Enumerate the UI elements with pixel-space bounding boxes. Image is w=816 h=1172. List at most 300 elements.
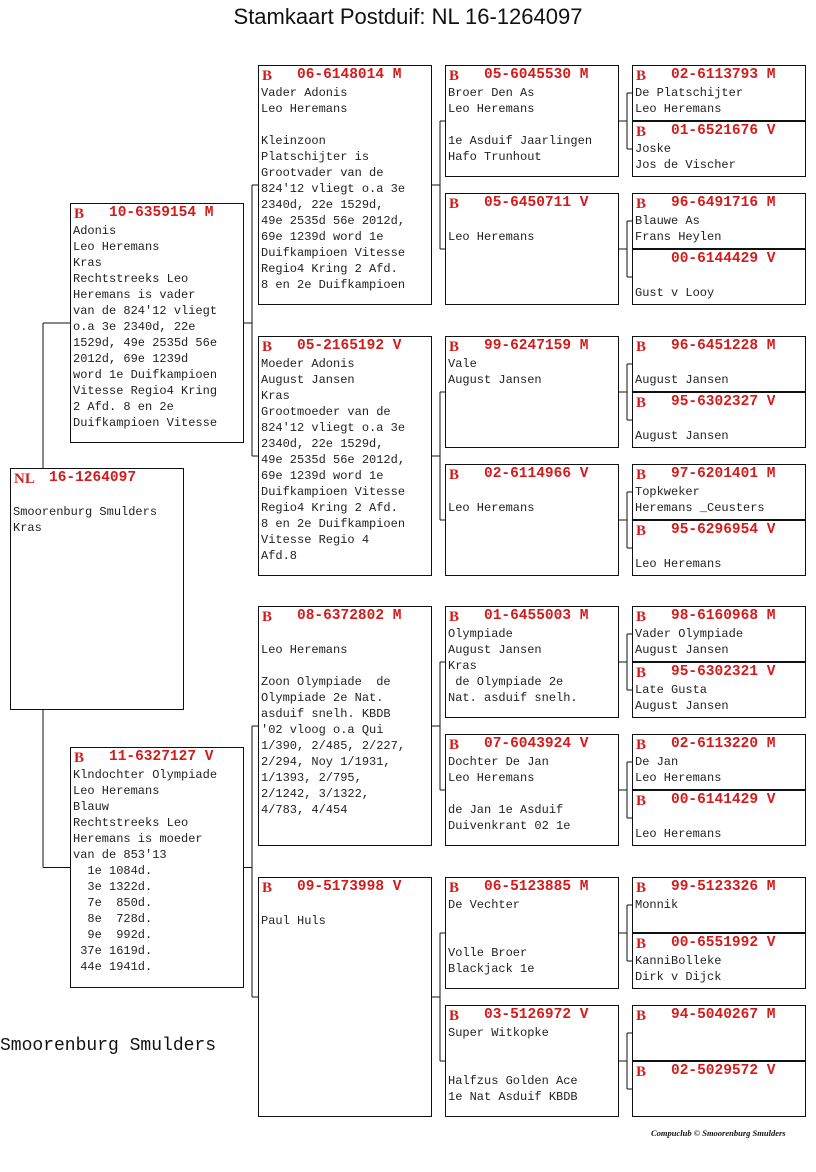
pigeon-info-line: Duifkampioen Vitesse bbox=[261, 485, 406, 499]
ring-value: 05-6450711 bbox=[484, 195, 572, 211]
pigeon-info-line: 824'12 vliegt o.a 3e bbox=[261, 182, 406, 196]
ring-value: 05-2165192 bbox=[297, 338, 385, 354]
pigeon-info-line: 2/1242, 3/1322, bbox=[261, 787, 370, 801]
sex-marker: V bbox=[571, 466, 589, 482]
country-code: B bbox=[449, 1008, 460, 1024]
sex-marker: V bbox=[571, 1007, 589, 1023]
sex-marker: M bbox=[571, 879, 589, 895]
pigeon-info-line: Gust v Looy bbox=[635, 286, 715, 300]
pigeon-card-great-great-grandparent[interactable] bbox=[632, 336, 806, 392]
sex-marker: M bbox=[758, 67, 776, 83]
ring-value: 94-5040267 bbox=[671, 1007, 759, 1023]
pigeon-info-line bbox=[261, 626, 429, 642]
pigeon-info-line: Jos de Vischer bbox=[635, 158, 736, 172]
ring-value: 02-6114966 bbox=[484, 466, 572, 482]
sex-marker: M bbox=[758, 338, 776, 354]
pigeon-info-line: 44e 1941d. bbox=[73, 960, 153, 974]
country-code: B bbox=[74, 206, 85, 222]
ring-header bbox=[635, 607, 803, 626]
pigeon-card-sire[interactable] bbox=[70, 203, 244, 443]
sex-marker: M bbox=[384, 608, 402, 624]
pigeon-info-line: 8 en 2e Duifkampioen bbox=[261, 517, 406, 531]
ring-value: 96-6451228 bbox=[671, 338, 759, 354]
pigeon-info-line: 49e 2535d 56e 2012d, bbox=[261, 453, 406, 467]
country-code: B bbox=[636, 395, 647, 411]
pigeon-info-line: Hafo Trunhout bbox=[448, 150, 542, 164]
pigeon-info-line: August Jansen bbox=[261, 373, 355, 387]
pigeon-info-line bbox=[448, 913, 616, 929]
ring-header bbox=[635, 735, 803, 754]
pigeon-info-line: Halfzus Golden Ace bbox=[448, 1074, 578, 1088]
pigeon-info-line bbox=[448, 117, 616, 133]
pigeon-info-line: Heremans is vader bbox=[73, 288, 196, 302]
page-title: Stamkaart Postduif: NL 16-1264097 bbox=[233, 4, 583, 29]
country-code: B bbox=[636, 1008, 647, 1024]
pigeon-info-line bbox=[261, 117, 429, 133]
sex-marker: M bbox=[571, 608, 589, 624]
ring-number bbox=[297, 337, 401, 356]
ring-number bbox=[484, 607, 588, 626]
ring-value: 10-6359154 bbox=[109, 205, 197, 221]
pigeon-info-line bbox=[448, 1041, 616, 1057]
pigeon-card-great-grandparent[interactable] bbox=[445, 606, 619, 718]
sex-marker: V bbox=[384, 879, 402, 895]
pigeon-card-dam[interactable] bbox=[70, 747, 244, 988]
pigeon-info-line bbox=[261, 897, 429, 913]
pigeon-info-line: Platschijter is bbox=[261, 150, 370, 164]
pigeon-info-line bbox=[635, 356, 803, 372]
country-code: B bbox=[262, 609, 273, 625]
sex-marker: V bbox=[758, 664, 776, 680]
ring-value: 09-5173998 bbox=[297, 879, 385, 895]
ring-value: 95-6296954 bbox=[671, 522, 759, 538]
ring-header bbox=[635, 791, 803, 810]
pigeon-card-grandparent[interactable] bbox=[258, 65, 432, 305]
pigeon-card-great-great-grandparent[interactable] bbox=[632, 65, 806, 121]
ring-header bbox=[448, 735, 616, 754]
pigeon-info-line: Monnik bbox=[635, 898, 679, 912]
pigeon-info-line: August Jansen bbox=[635, 373, 729, 387]
pigeon-info-line: 1e Asduif Jaarlingen bbox=[448, 134, 593, 148]
country-code: B bbox=[262, 68, 273, 84]
pigeon-info-line: Volle Broer bbox=[448, 946, 528, 960]
pigeon-info-line: 49e 2535d 56e 2012d, bbox=[261, 214, 406, 228]
sex-marker: M bbox=[758, 879, 776, 895]
ring-value: 99-5123326 bbox=[671, 879, 759, 895]
ring-header bbox=[448, 1006, 616, 1025]
ring-header bbox=[261, 66, 429, 85]
pigeon-info-line bbox=[13, 488, 181, 504]
country-code: B bbox=[636, 196, 647, 212]
pigeon-card-grandparent[interactable] bbox=[258, 336, 432, 576]
ring-value: 11-6327127 bbox=[109, 749, 197, 765]
country-code: B bbox=[636, 1064, 647, 1080]
sex-marker: V bbox=[758, 792, 776, 808]
pigeon-info-line: Grootmoeder van de bbox=[261, 405, 391, 419]
pigeon-card-great-great-grandparent[interactable] bbox=[632, 1061, 806, 1117]
ring-value: 96-6491716 bbox=[671, 195, 759, 211]
ring-header bbox=[635, 1006, 803, 1025]
pigeon-card-great-grandparent[interactable] bbox=[445, 464, 619, 576]
footer-credit: Compuclub © Smoorenburg Smulders bbox=[651, 1128, 786, 1138]
pigeon-info-line: Topkweker bbox=[635, 485, 700, 499]
country-code: B bbox=[636, 737, 647, 753]
pigeon-info-line: Joske bbox=[635, 142, 672, 156]
ring-value: 01-6521676 bbox=[671, 123, 759, 139]
pigeon-info-line: Dirk v Dijck bbox=[635, 970, 722, 984]
ring-header bbox=[635, 66, 803, 85]
pigeon-info-line: van de 824'12 vliegt bbox=[73, 304, 218, 318]
ring-value: 01-6455003 bbox=[484, 608, 572, 624]
pigeon-info-line: Kras bbox=[13, 521, 42, 535]
sex-marker: V bbox=[571, 736, 589, 752]
pigeon-card-great-great-grandparent[interactable] bbox=[632, 933, 806, 989]
ring-value: 97-6201401 bbox=[671, 466, 759, 482]
ring-value: 06-6148014 bbox=[297, 67, 385, 83]
ring-header bbox=[73, 204, 241, 223]
sex-marker: M bbox=[758, 195, 776, 211]
pigeon-info-line: asduif snelh. KBDB bbox=[261, 707, 391, 721]
ring-header bbox=[635, 194, 803, 213]
pigeon-card-great-grandparent[interactable] bbox=[445, 193, 619, 305]
sex-marker: M bbox=[758, 1007, 776, 1023]
pigeon-info-line: Leo Heremans bbox=[73, 784, 160, 798]
ring-header bbox=[635, 393, 803, 412]
pigeon-info-line: Leo Heremans bbox=[635, 771, 722, 785]
pigeon-info-line bbox=[261, 658, 429, 674]
pigeon-info-line: Afd.8 bbox=[261, 549, 298, 563]
pigeon-info-line: 9e 992d. bbox=[73, 928, 153, 942]
pigeon-card-great-great-grandparent[interactable] bbox=[632, 1005, 806, 1061]
ring-value: 95-6302321 bbox=[671, 664, 759, 680]
pigeon-info-line: Olympiade 2e Nat. bbox=[261, 691, 384, 705]
pigeon-info-line: 1529d, 49e 2535d 56e bbox=[73, 336, 218, 350]
pigeon-card-great-great-grandparent[interactable] bbox=[632, 606, 806, 662]
pigeon-info-line: Heremans _Ceusters bbox=[635, 501, 765, 515]
ring-header bbox=[448, 465, 616, 484]
pigeon-info-line: 1e Nat Asduif KBDB bbox=[448, 1090, 578, 1104]
sex-marker: M bbox=[758, 466, 776, 482]
pigeon-info-line bbox=[635, 540, 803, 556]
pigeon-info-line: Leo Heremans bbox=[448, 230, 535, 244]
ring-value: 00-6141429 bbox=[671, 792, 759, 808]
pigeon-info-line: Leo Heremans bbox=[261, 643, 348, 657]
pigeon-info-line bbox=[448, 1057, 616, 1073]
pigeon-info-line: 69e 1239d word 1e bbox=[261, 469, 384, 483]
pigeon-card-great-great-grandparent[interactable] bbox=[632, 877, 806, 933]
country-code: B bbox=[636, 936, 647, 952]
pigeon-info-line: Leo Heremans bbox=[73, 240, 160, 254]
country-code: B bbox=[262, 880, 273, 896]
sex-marker: M bbox=[571, 67, 589, 83]
pigeon-info-line: 1/390, 2/485, 2/227, bbox=[261, 739, 406, 753]
pigeon-info-line: Kras bbox=[261, 389, 290, 403]
pigeon-info-line: Duivenkrant 02 1e bbox=[448, 819, 571, 833]
pigeon-info-line: Regio4 Kring 2 Afd. bbox=[261, 262, 398, 276]
ring-value: 00-6551992 bbox=[671, 935, 759, 951]
pigeon-info-line: 824'12 vliegt o.a 3e bbox=[261, 421, 406, 435]
pigeon-info-line: Leo Heremans bbox=[261, 102, 348, 116]
pigeon-info-line: Grootvader van de bbox=[261, 166, 384, 180]
ring-number bbox=[484, 735, 588, 754]
owner-signature: Smoorenburg Smulders bbox=[0, 1036, 217, 1056]
pigeon-info-line: Blackjack 1e bbox=[448, 962, 535, 976]
country-code: B bbox=[636, 124, 647, 140]
country-code: B bbox=[636, 665, 647, 681]
ring-number bbox=[671, 521, 775, 540]
ring-number bbox=[484, 66, 588, 85]
pigeon-info-line: 69e 1239d word 1e bbox=[261, 230, 384, 244]
country-code: B bbox=[636, 793, 647, 809]
pigeon-info-line: 2012d, 69e 1239d bbox=[73, 352, 189, 366]
sex-marker: M bbox=[758, 608, 776, 624]
pigeon-info-line: Leo Heremans bbox=[448, 501, 535, 515]
country-code: NL bbox=[14, 471, 35, 487]
ring-number bbox=[297, 66, 401, 85]
ring-value: 98-6160968 bbox=[671, 608, 759, 624]
ring-value: 16-1264097 bbox=[49, 470, 137, 486]
pigeon-info-line: Rechtstreeks Leo bbox=[73, 272, 189, 286]
pigeon-info-line: Klndochter Olympiade bbox=[73, 768, 218, 782]
pigeon-info-line: Vader Olympiade bbox=[635, 627, 744, 641]
pigeon-card-great-grandparent[interactable] bbox=[445, 65, 619, 177]
pigeon-info-line: Leo Heremans bbox=[635, 827, 722, 841]
sex-marker: V bbox=[196, 749, 214, 765]
pigeon-card-great-great-grandparent[interactable] bbox=[632, 662, 806, 718]
pigeon-card-great-great-grandparent[interactable] bbox=[632, 392, 806, 448]
ring-header bbox=[261, 337, 429, 356]
country-code: B bbox=[449, 609, 460, 625]
pigeon-info-line: Leo Heremans bbox=[448, 102, 535, 116]
pigeon-info-line: van de 853'13 bbox=[73, 848, 167, 862]
ring-header bbox=[635, 934, 803, 953]
ring-header bbox=[448, 607, 616, 626]
ring-number bbox=[671, 791, 775, 810]
sex-marker: V bbox=[758, 522, 776, 538]
sex-marker: V bbox=[384, 338, 402, 354]
sex-marker: M bbox=[196, 205, 214, 221]
pigeon-info-line: KanniBolleke bbox=[635, 954, 722, 968]
pigeon-card-grandparent[interactable] bbox=[258, 606, 432, 846]
pigeon-card-great-great-grandparent[interactable] bbox=[632, 249, 806, 305]
pigeon-info-line: o.a 3e 2340d, 22e bbox=[73, 320, 196, 334]
ring-number bbox=[671, 1062, 775, 1081]
ring-number bbox=[484, 194, 588, 213]
ring-value: 06-5123885 bbox=[484, 879, 572, 895]
country-code: B bbox=[449, 737, 460, 753]
ring-header bbox=[635, 250, 803, 269]
sex-marker: M bbox=[571, 338, 589, 354]
pigeon-info-line: 1e 1084d. bbox=[73, 864, 153, 878]
sex-marker: M bbox=[758, 736, 776, 752]
pigeon-info-line: de Olympiade 2e bbox=[448, 675, 564, 689]
pigeon-card-great-great-grandparent[interactable] bbox=[632, 734, 806, 790]
ring-value: 02-6113220 bbox=[671, 736, 759, 752]
ring-number bbox=[671, 607, 775, 626]
ring-number bbox=[671, 1006, 775, 1025]
pigeon-card-great-great-grandparent[interactable] bbox=[632, 520, 806, 576]
ring-value: 02-6113793 bbox=[671, 67, 759, 83]
ring-value: 99-6247159 bbox=[484, 338, 572, 354]
country-code: B bbox=[262, 339, 273, 355]
pigeon-info-line: 2340d, 22e 1529d, bbox=[261, 437, 384, 451]
sex-marker: V bbox=[758, 1063, 776, 1079]
pigeon-info-line bbox=[448, 929, 616, 945]
ring-value: 07-6043924 bbox=[484, 736, 572, 752]
sex-marker: V bbox=[758, 394, 776, 410]
ring-number bbox=[671, 663, 775, 682]
ring-number bbox=[671, 66, 775, 85]
ring-header bbox=[635, 122, 803, 141]
ring-number bbox=[484, 1006, 588, 1025]
pigeon-info-line: August Jansen bbox=[635, 699, 729, 713]
pigeon-info-line: Rechtstreeks Leo bbox=[73, 816, 189, 830]
pigeon-info-line: De Platschijter bbox=[635, 86, 744, 100]
pigeon-card-great-grandparent[interactable] bbox=[445, 1005, 619, 1117]
ring-header bbox=[448, 66, 616, 85]
ring-header bbox=[635, 663, 803, 682]
pigeon-card-great-great-grandparent[interactable] bbox=[632, 790, 806, 846]
pigeon-info-line: Regio4 Kring 2 Afd. bbox=[261, 501, 398, 515]
ring-value: 95-6302327 bbox=[671, 394, 759, 410]
ring-number bbox=[484, 465, 588, 484]
pigeon-info-line: August Jansen bbox=[635, 643, 729, 657]
ring-number bbox=[671, 934, 775, 953]
ring-value: 02-5029572 bbox=[671, 1063, 759, 1079]
pigeon-info-line: 2340d, 22e 1529d, bbox=[261, 198, 384, 212]
pigeon-info-line: 3e 1322d. bbox=[73, 880, 153, 894]
country-code: B bbox=[449, 880, 460, 896]
pigeon-info-line: August Jansen bbox=[448, 643, 542, 657]
ring-header bbox=[261, 878, 429, 897]
pigeon-card-subject[interactable] bbox=[10, 468, 184, 710]
country-code: B bbox=[636, 467, 647, 483]
ring-value: 03-5126972 bbox=[484, 1007, 572, 1023]
pigeon-info-line: Duifkampioen Vitesse bbox=[261, 246, 406, 260]
pigeon-info-line: Dochter De Jan bbox=[448, 755, 549, 769]
pigeon-info-line: Kleinzoon bbox=[261, 134, 326, 148]
pigeon-card-great-grandparent[interactable] bbox=[445, 877, 619, 989]
pigeon-info-line: De Jan bbox=[635, 755, 679, 769]
pigeon-info-line: 7e 850d. bbox=[73, 896, 153, 910]
pigeon-info-line: Nat. asduif snelh. bbox=[448, 691, 578, 705]
country-code: B bbox=[449, 196, 460, 212]
pigeon-info-line: Frans Heylen bbox=[635, 230, 722, 244]
ring-number bbox=[671, 122, 775, 141]
sex-marker: V bbox=[758, 251, 776, 267]
ring-value: 08-6372802 bbox=[297, 608, 385, 624]
pigeon-info-line: Vitesse Regio4 Kring bbox=[73, 384, 218, 398]
pigeon-info-line: 8e 728d. bbox=[73, 912, 153, 926]
pigeon-info-line: 2 Afd. 8 en 2e bbox=[73, 400, 174, 414]
pigeon-info-line bbox=[448, 213, 616, 229]
pigeon-info-line: 4/783, 4/454 bbox=[261, 803, 348, 817]
sex-marker: V bbox=[571, 195, 589, 211]
pigeon-info-line: Late Gusta bbox=[635, 683, 708, 697]
pigeon-info-line: August Jansen bbox=[635, 429, 729, 443]
pigeon-card-great-great-grandparent[interactable] bbox=[632, 121, 806, 177]
pigeon-info-line: Super Witkopke bbox=[448, 1026, 549, 1040]
ring-value: 00-6144429 bbox=[671, 251, 759, 267]
ring-number bbox=[671, 878, 775, 897]
pigeon-info-line: 2/294, Noy 1/1931, bbox=[261, 755, 391, 769]
pigeon-info-line bbox=[635, 913, 803, 929]
ring-header bbox=[635, 465, 803, 484]
pigeon-card-grandparent[interactable] bbox=[258, 877, 432, 1117]
ring-header bbox=[13, 469, 181, 488]
pigeon-info-line: Paul Huls bbox=[261, 914, 326, 928]
pigeon-info-line: Leo Heremans bbox=[635, 102, 722, 116]
ring-number bbox=[484, 337, 588, 356]
ring-number bbox=[671, 393, 775, 412]
pigeon-info-line bbox=[635, 810, 803, 826]
pigeon-card-great-great-grandparent[interactable] bbox=[632, 193, 806, 249]
country-code: B bbox=[636, 339, 647, 355]
pigeon-info-line: Olympiade bbox=[448, 627, 513, 641]
ring-header bbox=[635, 521, 803, 540]
ring-number bbox=[297, 607, 401, 626]
country-code: B bbox=[636, 609, 647, 625]
pigeon-info-line: 1/1393, 2/795, bbox=[261, 771, 362, 785]
country-code: B bbox=[74, 750, 85, 766]
ring-header bbox=[448, 878, 616, 897]
country-code: B bbox=[636, 523, 647, 539]
pigeon-info-line bbox=[448, 484, 616, 500]
pigeon-info-line: word 1e Duifkampioen bbox=[73, 368, 218, 382]
pigeon-info-line: 37e 1619d. bbox=[73, 944, 153, 958]
pigeon-info-line: Leo Heremans bbox=[635, 557, 722, 571]
country-code: B bbox=[636, 880, 647, 896]
ring-header bbox=[261, 607, 429, 626]
pigeon-info-line: '02 vloog o.a Qui bbox=[261, 723, 384, 737]
pigeon-card-great-grandparent[interactable] bbox=[445, 336, 619, 448]
pigeon-card-great-great-grandparent[interactable] bbox=[632, 464, 806, 520]
ring-header bbox=[448, 194, 616, 213]
sex-marker: V bbox=[758, 123, 776, 139]
ring-number bbox=[671, 735, 775, 754]
ring-header bbox=[73, 748, 241, 767]
country-code: B bbox=[449, 339, 460, 355]
pigeon-info-line: Smoorenburg Smulders bbox=[13, 505, 158, 519]
pigeon-info-line: Moeder Adonis bbox=[261, 357, 355, 371]
pigeon-info-line: Leo Heremans bbox=[448, 771, 535, 785]
ring-number bbox=[671, 250, 775, 269]
ring-number bbox=[671, 337, 775, 356]
ring-number bbox=[109, 204, 213, 223]
pigeon-info-line: Kras bbox=[448, 659, 477, 673]
pigeon-info-line: Duifkampioen Vitesse bbox=[73, 416, 218, 430]
ring-number bbox=[49, 469, 136, 488]
pigeon-info-line: August Jansen bbox=[448, 373, 542, 387]
pigeon-info-line bbox=[448, 786, 616, 802]
ring-number bbox=[484, 878, 588, 897]
pigeon-info-line: de Jan 1e Asduif bbox=[448, 803, 564, 817]
pigeon-info-line: Zoon Olympiade de bbox=[261, 675, 391, 689]
ring-number bbox=[671, 194, 775, 213]
ring-header bbox=[635, 1062, 803, 1081]
country-code: B bbox=[449, 467, 460, 483]
pigeon-info-line: Blauwe As bbox=[635, 214, 700, 228]
pigeon-info-line: Blauw bbox=[73, 800, 110, 814]
ring-number bbox=[671, 465, 775, 484]
ring-header bbox=[448, 337, 616, 356]
ring-header bbox=[635, 337, 803, 356]
pigeon-info-line: Broer Den As bbox=[448, 86, 535, 100]
pigeon-card-great-grandparent[interactable] bbox=[445, 734, 619, 846]
pigeon-info-line bbox=[635, 269, 803, 285]
pigeon-info-line bbox=[635, 412, 803, 428]
ring-header bbox=[635, 878, 803, 897]
